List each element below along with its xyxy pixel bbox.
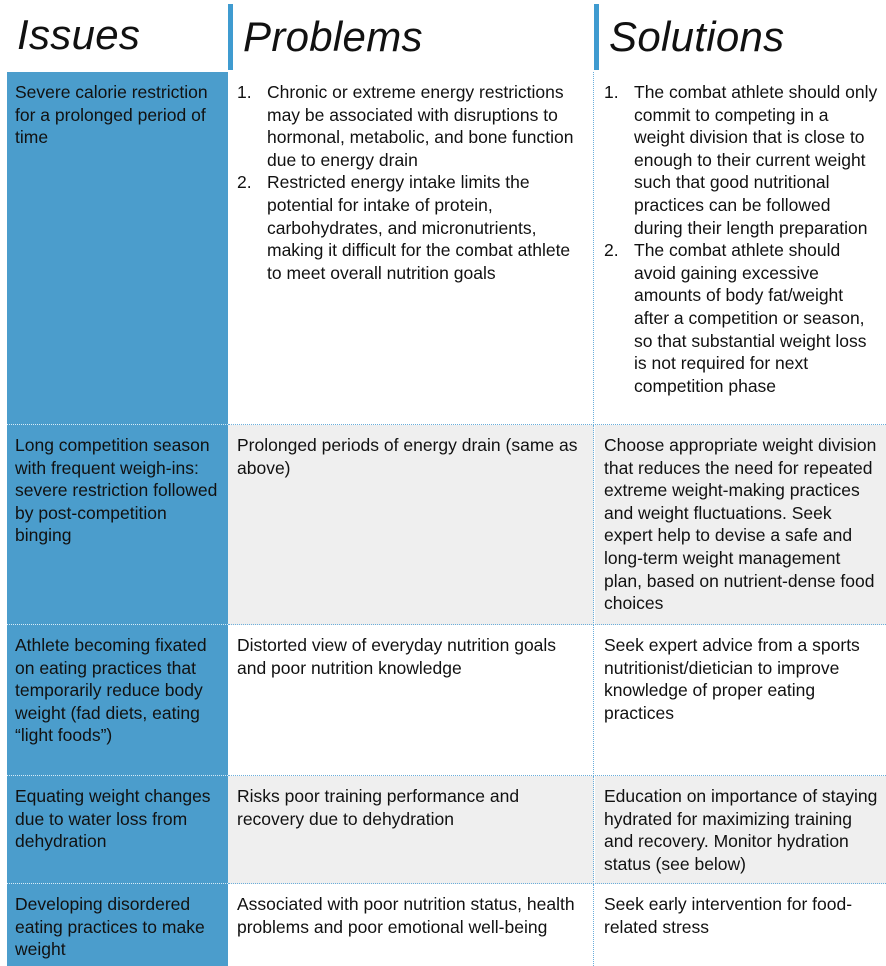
list-text: Restricted energy intake limits the potential for intake of protein, carbohydrates, and micronutrients, making it difficult for the combat athlete to meet overall nutrition goals xyxy=(267,172,571,283)
issue-cell: Long competition season with frequent weigh-ins: severe restriction followed by post-competition binging xyxy=(7,425,228,625)
solution-cell: Seek expert advice from a sports nutritionist/dietician to improve knowledge of proper eating practices xyxy=(595,625,886,776)
list-text: The combat athlete should only commit to competing in a weight division that is close to enough to their current weight such that good nutritional practices can be followed during their length preparation xyxy=(634,82,878,238)
list-item xyxy=(604,81,882,239)
solution-cell: Education on importance of staying hydrated for maximizing training and recovery. Monitor hydration status (see below) xyxy=(595,776,886,884)
solution-cell xyxy=(595,72,886,425)
issue-cell: Severe calorie restriction for a prolonged period of time xyxy=(7,72,228,425)
problem-cell: Risks poor training performance and recovery due to dehydration xyxy=(228,776,594,884)
list-item xyxy=(237,81,585,171)
table-row xyxy=(0,72,886,425)
table-row xyxy=(0,884,886,966)
solution-cell: Seek early intervention for food-related stress xyxy=(604,894,853,937)
solution-list xyxy=(604,81,882,397)
list-item xyxy=(604,239,882,397)
solution-cell: Choose appropriate weight division that reduces the need for repeated extreme weight-making practices and weight fluctuations. Seek expert help to devise a safe and long-term weight management plan, based on nutrient-dense food choices xyxy=(595,425,886,625)
list-item xyxy=(237,171,585,284)
list-number: 1. xyxy=(237,82,252,102)
list-number: 2. xyxy=(237,172,252,193)
problem-list xyxy=(237,81,585,284)
list-number: 2. xyxy=(604,240,619,261)
header-issues-label: Issues xyxy=(17,11,141,58)
header-problems-label: Problems xyxy=(243,13,423,60)
problem-cell: Prolonged periods of energy drain (same as above) xyxy=(228,425,594,625)
problem-cell: Distorted view of everyday nutrition goals and poor nutrition knowledge xyxy=(228,625,594,776)
problem-cell xyxy=(228,72,594,425)
table-row xyxy=(0,625,886,776)
list-number: 1. xyxy=(604,82,619,102)
issue-cell: Developing disordered eating practices to make weight xyxy=(15,894,205,960)
list-text: Chronic or extreme energy restrictions may be associated with disruptions to hormonal, metabolic, and bone function due to energy drain xyxy=(267,82,574,170)
issue-cell: Athlete becoming fixated on eating practices that temporarily reduce body weight (fad diets, eating “light foods”) xyxy=(7,625,228,776)
header-problems xyxy=(228,4,599,70)
list-text: The combat athlete should avoid gaining excessive amounts of body fat/weight after a competition or season, so that substantial weight loss is not required for next competition phase xyxy=(634,240,867,396)
issue-cell: Equating weight changes due to water loss from dehydration xyxy=(7,776,228,884)
header-solutions xyxy=(594,4,886,70)
header-issues xyxy=(0,0,228,70)
table-row xyxy=(0,776,886,884)
header-solutions-label: Solutions xyxy=(609,13,785,60)
problem-cell: Associated with poor nutrition status, health problems and poor emotional well-being xyxy=(228,884,594,966)
table-row xyxy=(0,425,886,625)
